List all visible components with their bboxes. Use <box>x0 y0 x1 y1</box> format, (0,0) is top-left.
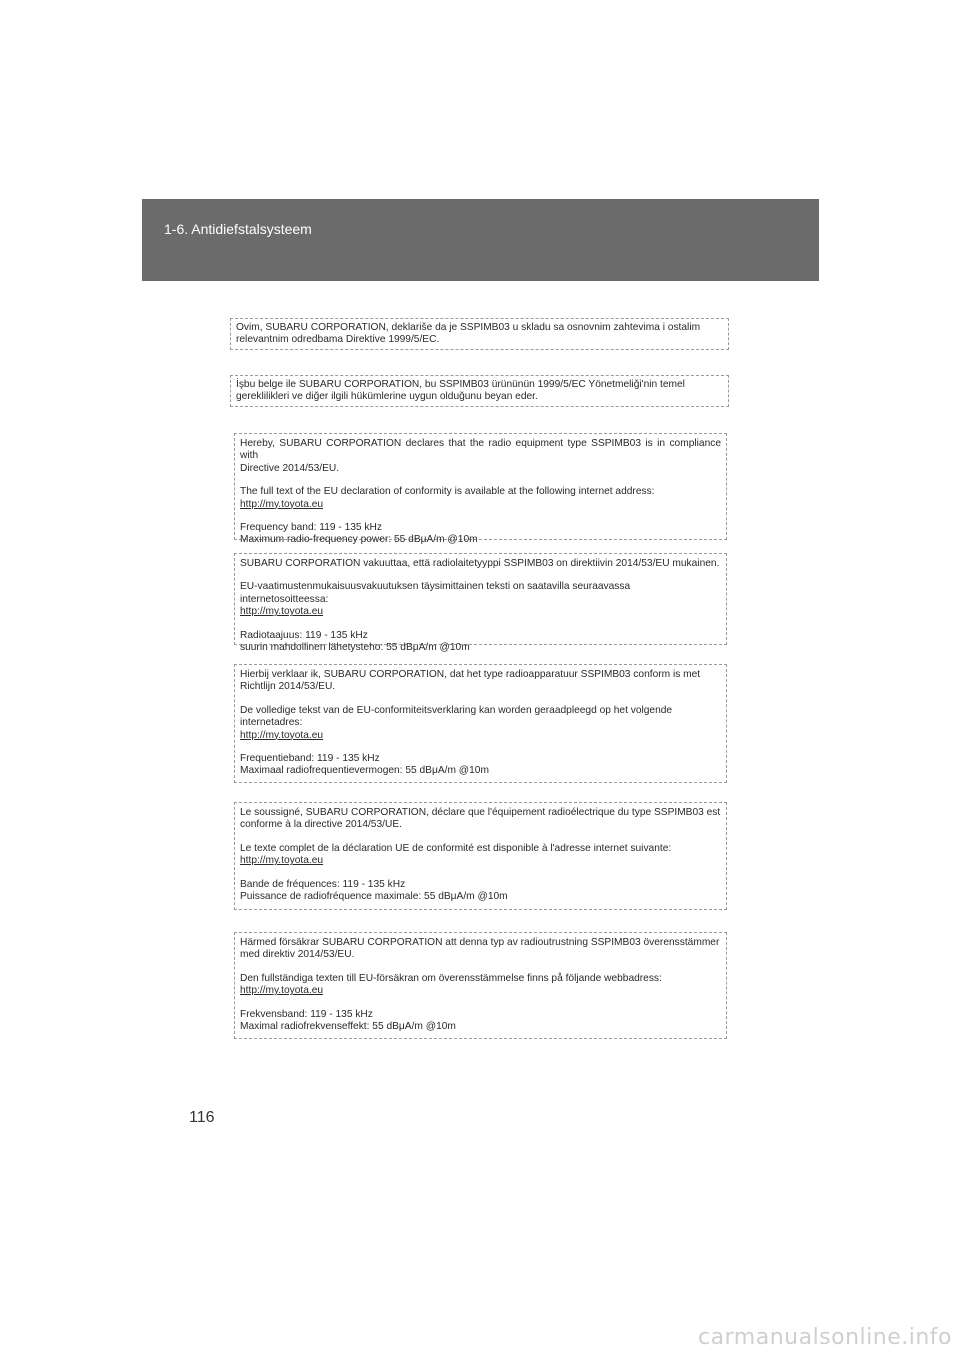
full-text-note: Den fullständiga texten till EU-försäkran om överensstämmelse finns på följande webbadress: <box>240 972 662 984</box>
declaration-link[interactable]: http://my.toyota.eu <box>240 985 324 997</box>
declaration-text: SUBARU CORPORATION vakuuttaa, että radiolaitetyyppi SSPIMB03 on direktiivin 2014/53/EU mukainen. <box>240 558 720 569</box>
frequency-band: Frequentieband: 119 - 135 kHz <box>240 753 380 765</box>
max-power: Maximum radio-frequency power: 55 dBμA/m @10m <box>240 534 478 546</box>
declaration-box-sv <box>234 932 727 1039</box>
max-power: suurin mahdollinen lähetysteho: 55 dBμA/m @10m <box>240 642 470 654</box>
declaration-text: Hereby, SUBARU CORPORATION declares that the radio equipment type SSPIMB03 is in compliance with <box>240 438 721 462</box>
site-watermark: carmanualsonline.info <box>698 1325 952 1350</box>
declaration-box-nl <box>234 664 727 783</box>
frequency-band: Bande de fréquences: 119 - 135 kHz <box>240 878 406 890</box>
max-power: Maximaal radiofrequentievermogen: 55 dBμA/m @10m <box>240 765 489 777</box>
full-text-note: The full text of the EU declaration of conformity is available at the following internet address: <box>240 486 655 498</box>
full-text-note: Le texte complet de la déclaration UE de conformité est disponible à l'adresse internet suivante: <box>240 842 672 854</box>
declaration-text: Le soussigné, SUBARU CORPORATION, déclare que l'équipement radioélectrique du type SSPIMB03 est <box>240 807 721 818</box>
declaration-text: gereklilikleri ve diğer ilgili hükümlerine uygun olduğunu beyan eder. <box>236 391 538 403</box>
declaration-text: relevantnim odredbama Direktive 1999/5/EC. <box>236 334 440 346</box>
frequency-band: Frekvensband: 119 - 135 kHz <box>240 1008 373 1020</box>
frequency-band: Frequency band: 119 - 135 kHz <box>240 522 382 534</box>
declaration-text: Richtlijn 2014/53/EU. <box>240 681 336 693</box>
max-power: Maximal radiofrekvenseffekt: 55 dBμA/m @10m <box>240 1021 456 1033</box>
declaration-text: Ovim, SUBARU CORPORATION, deklariše da je SSPIMB03 u skladu sa osnovnim zahtevima i ostalim <box>236 322 701 333</box>
declaration-box-hr <box>230 318 729 350</box>
declaration-text: med direktiv 2014/53/EU. <box>240 949 355 961</box>
declaration-text: Hierbij verklaar ik, SUBARU CORPORATION, dat het type radioapparatuur SSPIMB03 conform is met <box>240 669 701 680</box>
declaration-text: Härmed försäkrar SUBARU CORPORATION att denna typ av radioutrustning SSPIMB03 överensstämmer <box>240 937 720 948</box>
full-text-note: EU-vaatimustenmukaisuusvakuutuksen täysimittainen teksti on saatavilla seuraavassa internetosoitteessa: <box>240 581 631 605</box>
declaration-text: conforme à la directive 2014/53/UE. <box>240 819 402 831</box>
max-power: Puissance de radiofréquence maximale: 55 dBμA/m @10m <box>240 891 508 903</box>
declaration-link[interactable]: http://my.toyota.eu <box>240 855 324 867</box>
section-title: 1-6. Antidiefstalsysteem <box>164 221 312 237</box>
full-text-note: De volledige tekst van de EU-conformiteitsverklaring kan worden geraadpleegd op het volgende <box>240 704 673 716</box>
declaration-box-fr <box>234 802 727 910</box>
declaration-box-en <box>234 433 727 546</box>
full-text-note: internetadres: <box>240 717 303 729</box>
frequency-band: Radiotaajuus: 119 - 135 kHz <box>240 629 368 641</box>
declaration-box-tr <box>230 375 729 407</box>
section-header-band <box>142 199 819 281</box>
page-number: 116 <box>189 1109 215 1126</box>
declaration-text: Directive 2014/53/EU. <box>240 462 340 474</box>
declaration-link[interactable]: http://my.toyota.eu <box>240 606 324 618</box>
declaration-text: İşbu belge ile SUBARU CORPORATION, bu SSPIMB03 ürününün 1999/5/EC Yönetmeliği'nin temel <box>236 379 685 390</box>
declaration-box-fi <box>234 553 727 654</box>
declaration-link[interactable]: http://my.toyota.eu <box>240 498 324 510</box>
declaration-link[interactable]: http://my.toyota.eu <box>240 729 324 741</box>
